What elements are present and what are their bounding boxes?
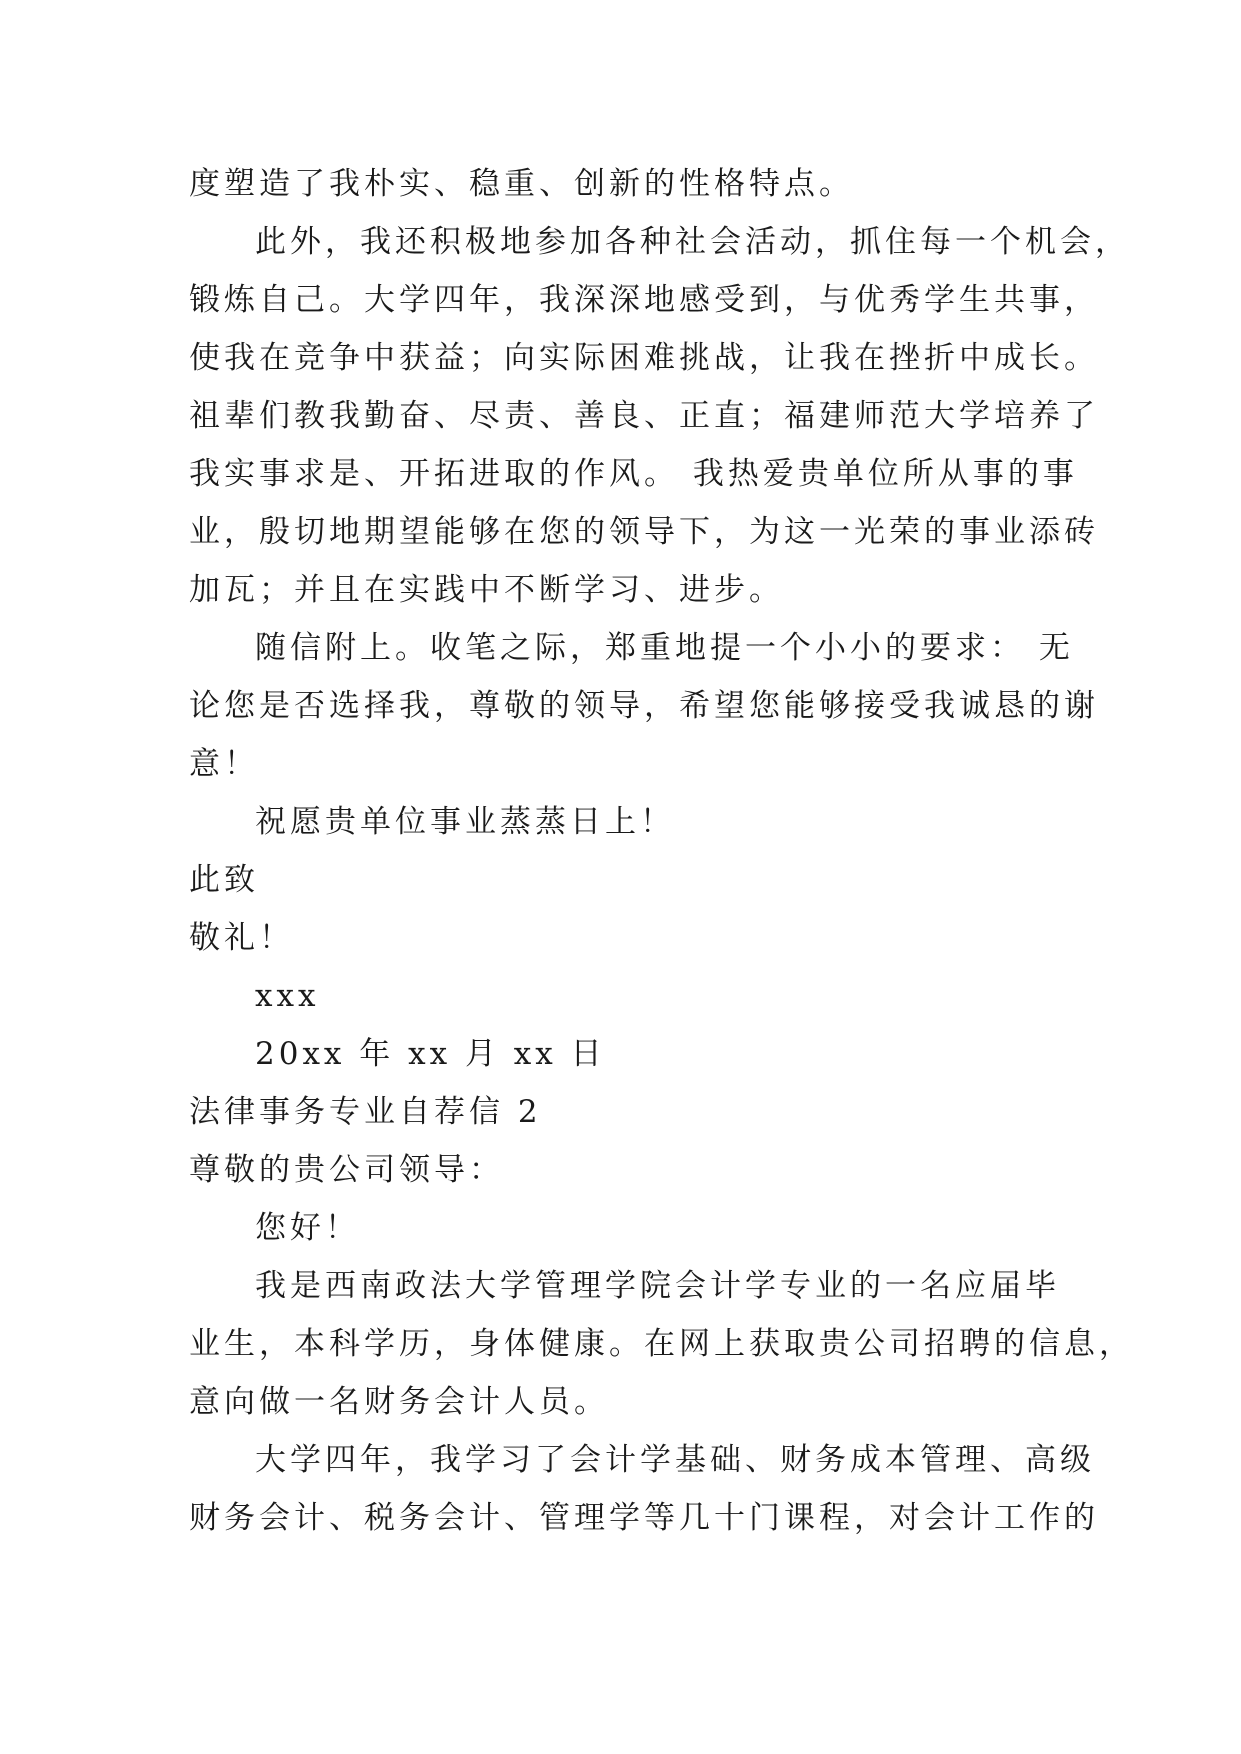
signature-name: xxx xyxy=(255,978,320,1014)
text-line: 加瓦；并且在实践中不断学习、进步。 xyxy=(189,572,784,608)
text-line: 我是西南政法大学管理学院会计学专业的一名应届毕 xyxy=(255,1268,1060,1304)
text-line: 业，殷切地期望能够在您的领导下，为这一光荣的事业添砖 xyxy=(189,514,1099,550)
section-title: 法律事务专业自荐信 2 xyxy=(189,1094,542,1130)
text-line: 敬礼！ xyxy=(189,920,294,956)
text-line: 祝愿贵单位事业蒸蒸日上！ xyxy=(255,804,675,840)
text-line: 我实事求是、开拓进取的作风。 我热爱贵单位所从事的事 xyxy=(189,456,1078,492)
greeting: 您好！ xyxy=(255,1210,360,1246)
text-line: 业生，本科学历，身体健康。在网上获取贵公司招聘的信息， xyxy=(189,1326,1134,1362)
text-line: 此致 xyxy=(189,862,259,898)
salutation: 尊敬的贵公司领导： xyxy=(189,1152,504,1188)
text-line: 财务会计、税务会计、管理学等几十门课程，对会计工作的 xyxy=(189,1500,1099,1536)
text-line: 意向做一名财务会计人员。 xyxy=(189,1384,609,1420)
text-line: 大学四年，我学习了会计学基础、财务成本管理、高级 xyxy=(255,1442,1095,1478)
text-line: 此外，我还积极地参加各种社会活动，抓住每一个机会， xyxy=(255,224,1130,260)
text-line: 祖辈们教我勤奋、尽责、善良、正直；福建师范大学培养了 xyxy=(189,398,1099,434)
text-line: 意！ xyxy=(189,746,259,782)
text-line: 锻炼自己。大学四年，我深深地感受到，与优秀学生共事， xyxy=(189,282,1099,318)
text-line: 随信附上。收笔之际，郑重地提一个小小的要求： 无 xyxy=(255,630,1074,666)
text-line: 使我在竞争中获益；向实际困难挑战，让我在挫折中成长。 xyxy=(189,340,1099,376)
signature-date: 20xx 年 xx 月 xx 日 xyxy=(255,1036,606,1072)
text-line: 论您是否选择我，尊敬的领导，希望您能够接受我诚恳的谢 xyxy=(189,688,1099,724)
text-line: 度塑造了我朴实、稳重、创新的性格特点。 xyxy=(189,166,854,202)
